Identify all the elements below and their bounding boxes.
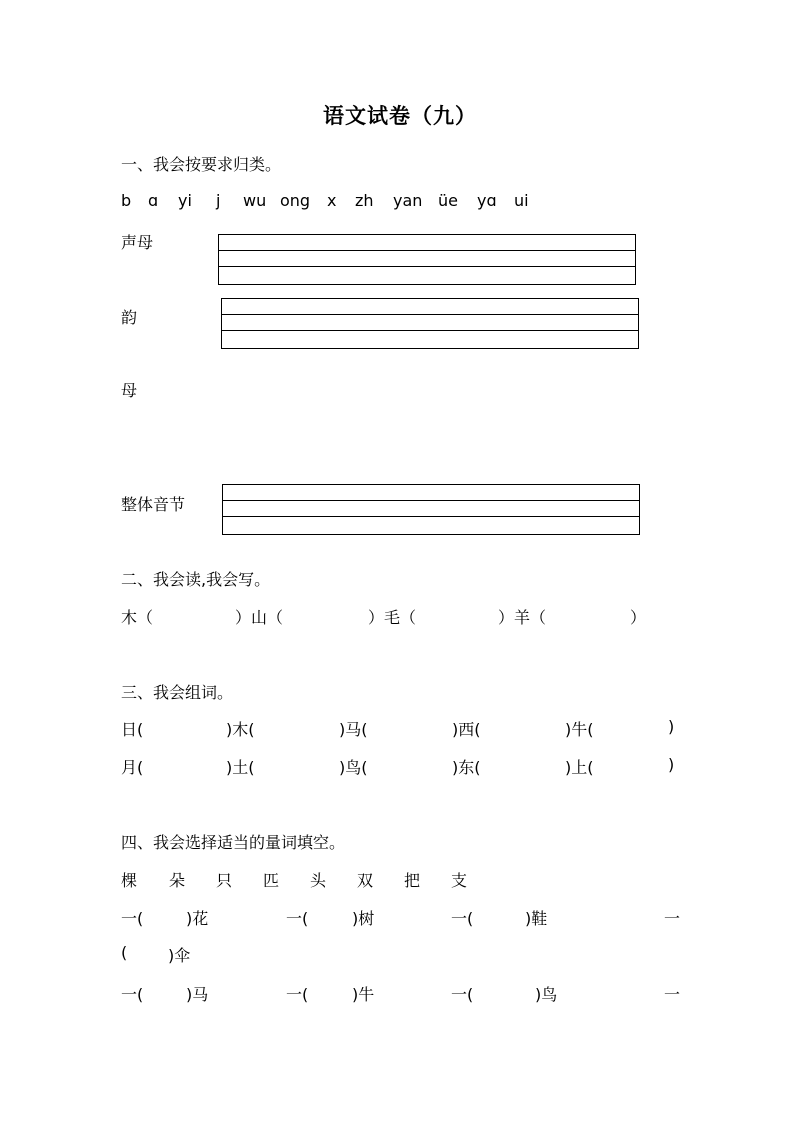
label-mu: 母 xyxy=(121,381,138,400)
word-blank: )上( xyxy=(565,758,594,777)
writing-lines-yunmu[interactable] xyxy=(221,298,639,349)
pinyin-item: ɑ xyxy=(148,191,159,210)
fill-blank-item: ）山（ xyxy=(235,608,284,627)
measure-word: 双 xyxy=(357,871,374,890)
pinyin-item: ong xyxy=(280,191,311,210)
word-blank: ) xyxy=(668,717,675,736)
pinyin-item: b xyxy=(121,191,132,210)
label-shengmu: 声母 xyxy=(121,233,154,252)
measure-blank: 一( xyxy=(121,985,144,1004)
pinyin-item: j xyxy=(216,191,221,210)
word-blank: )马( xyxy=(339,720,368,739)
pinyin-item: yan xyxy=(393,191,423,210)
measure-blank: )鸟 xyxy=(535,985,558,1004)
measure-word: 朵 xyxy=(169,871,186,890)
measure-word-bank xyxy=(0,868,800,888)
section3-row-2 xyxy=(0,755,800,775)
measure-word: 支 xyxy=(451,871,468,890)
pinyin-item: x xyxy=(327,191,337,210)
measure-blank: 一( xyxy=(286,985,309,1004)
word-blank: 月( xyxy=(121,758,144,777)
pinyin-item: yi xyxy=(178,191,192,210)
section3-heading: 三、我会组词。 xyxy=(121,683,234,702)
writing-lines-zhengti[interactable] xyxy=(222,484,640,535)
section4-row-3 xyxy=(0,982,800,1002)
measure-word: 把 xyxy=(404,871,421,890)
fill-blank-item: ）毛（ xyxy=(368,608,417,627)
section2-row xyxy=(0,605,800,625)
measure-blank: )牛 xyxy=(352,985,375,1004)
pinyin-item: zh xyxy=(355,191,374,210)
section2-heading: 二、我会读,我会写。 xyxy=(121,570,271,589)
label-zhengti: 整体音节 xyxy=(121,495,186,514)
pinyin-item: wu xyxy=(243,191,267,210)
pinyin-item: ui xyxy=(514,191,529,210)
section4-row-1 xyxy=(0,906,800,926)
measure-word: 棵 xyxy=(121,871,138,890)
section4-row-2 xyxy=(0,943,800,963)
word-blank: )牛( xyxy=(565,720,594,739)
word-blank: ) xyxy=(668,755,675,774)
measure-blank: )树 xyxy=(352,909,375,928)
writing-lines-shengmu[interactable] xyxy=(218,234,636,285)
measure-blank: 一( xyxy=(121,909,144,928)
measure-word: 头 xyxy=(310,871,327,890)
pinyin-item: yɑ xyxy=(477,191,497,210)
fill-blank-item: ） xyxy=(630,608,647,627)
fill-blank-item: ）羊（ xyxy=(498,608,547,627)
measure-blank: )马 xyxy=(186,985,209,1004)
fill-blank-item: 木（ xyxy=(121,608,154,627)
word-blank: )木( xyxy=(226,720,255,739)
section4-heading: 四、我会选择适当的量词填空。 xyxy=(121,833,346,852)
measure-blank: 一 xyxy=(664,985,681,1004)
section3-row-1 xyxy=(0,717,800,737)
section1-heading: 一、我会按要求归类。 xyxy=(121,155,282,174)
measure-blank: )花 xyxy=(186,909,209,928)
measure-blank: )鞋 xyxy=(525,909,548,928)
measure-blank: ( xyxy=(121,943,128,962)
word-blank: )西( xyxy=(452,720,481,739)
measure-blank: 一( xyxy=(451,909,474,928)
page-title: 语文试卷（九） xyxy=(323,104,477,128)
word-blank: )东( xyxy=(452,758,481,777)
measure-word: 匹 xyxy=(263,871,280,890)
measure-blank: )伞 xyxy=(168,946,191,965)
measure-blank: 一 xyxy=(664,909,681,928)
measure-blank: 一( xyxy=(286,909,309,928)
label-yun: 韵 xyxy=(121,308,138,327)
word-blank: )鸟( xyxy=(339,758,368,777)
word-blank: 日( xyxy=(121,720,144,739)
measure-blank: 一( xyxy=(451,985,474,1004)
word-blank: )土( xyxy=(226,758,255,777)
measure-word: 只 xyxy=(216,871,233,890)
pinyin-item: üe xyxy=(438,191,458,210)
